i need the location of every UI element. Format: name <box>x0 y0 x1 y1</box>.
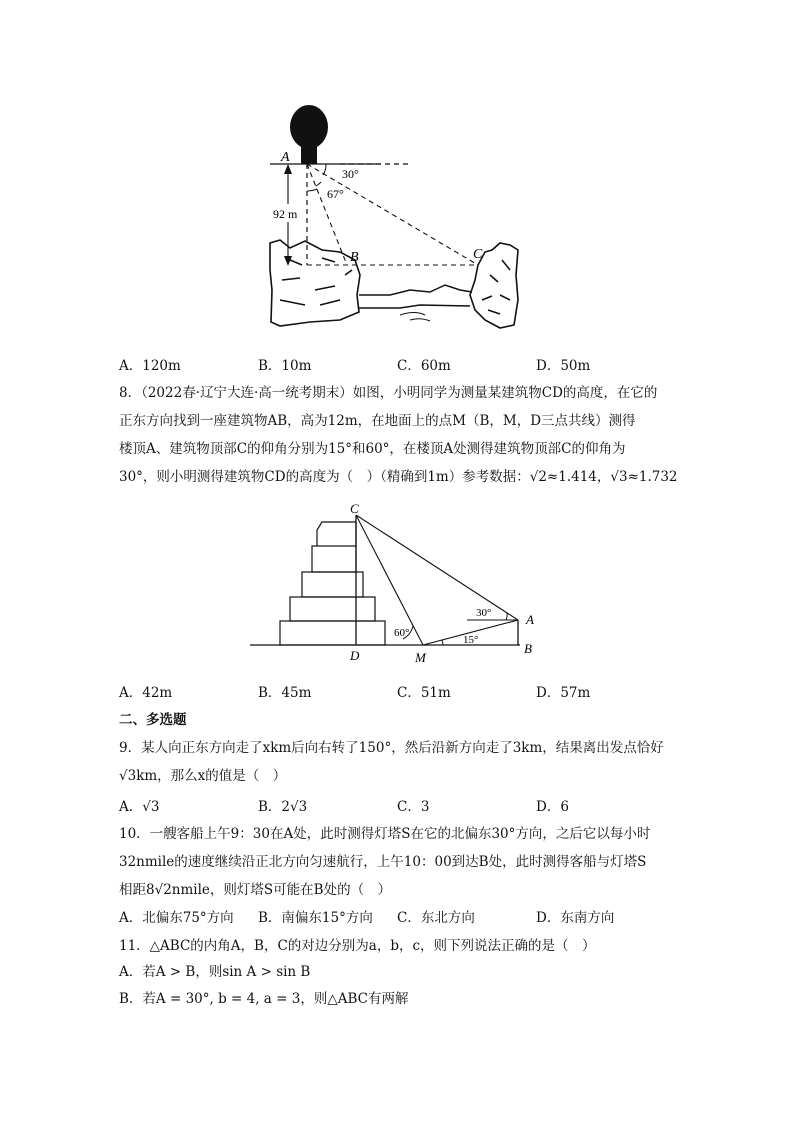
q9-option-c[interactable]: C．3 <box>397 799 430 815</box>
figure-building-diagram <box>245 500 565 670</box>
q9-option-a[interactable]: A．√3 <box>119 799 160 815</box>
q8-line-2: 正东方向找到一座建筑物AB，高为12m，在地面上的点M（B，M，D三点共线）测得 <box>119 413 636 429</box>
fig1-label-C: C <box>473 247 483 262</box>
fig1-angle-67: 67° <box>327 187 344 201</box>
q8-line-3: 楼顶A、建筑物顶部C的仰角分别为15°和60°，在楼顶A处测得建筑物顶部C的仰角为 <box>119 441 626 457</box>
q9-option-b[interactable]: B．2√3 <box>258 799 308 815</box>
q11-option-b[interactable]: B．若A = 30°, b = 4, a = 3，则△ABC有两解 <box>119 991 409 1007</box>
q9-line-1: 9．某人向正东方向走了xkm后向右转了150°，然后沿新方向走了3km，结果离出发点恰好 <box>119 740 664 756</box>
q7-option-c[interactable]: C．60m <box>397 358 451 374</box>
q10-option-d[interactable]: D．东南方向 <box>536 910 615 926</box>
q11-line-1: 11．△ABC的内角A，B，C的对边分别为a，b，c，则下列说法正确的是（ ） <box>119 938 596 954</box>
q10-option-a[interactable]: A．北偏东75°方向 <box>119 910 234 926</box>
q8-line-4: 30°，则小明测得建筑物CD的高度为（ ）（精确到1m）参考数据：√2≈1.414，√3≈1.732 <box>119 469 678 485</box>
fig2-angle-15: 15° <box>463 634 479 646</box>
q7-option-b[interactable]: B．10m <box>258 358 312 374</box>
fig2-label-M: M <box>415 650 426 665</box>
fig1-height-label: 92 m <box>273 207 298 221</box>
fig2-label-C: C <box>350 501 359 516</box>
q8-option-a[interactable]: A．42m <box>119 685 173 701</box>
q9-option-d[interactable]: D．6 <box>536 799 569 815</box>
section-title: 二、多选题 <box>119 712 187 728</box>
q8-option-c[interactable]: C．51m <box>397 685 451 701</box>
fig2-label-D: D <box>350 648 360 663</box>
q11-option-a[interactable]: A．若A > B，则sin A > sin B <box>119 964 311 980</box>
q10-line-1: 10．一艘客船上午9：30在A处，此时测得灯塔S在它的北偏东30°方向，之后它以每小时 <box>119 826 651 842</box>
fig2-angle-60: 60° <box>394 627 410 639</box>
fig2-label-B: B <box>524 641 532 656</box>
fig2-label-A: A <box>526 612 534 627</box>
q10-option-c[interactable]: C．东北方向 <box>397 910 475 926</box>
q7-option-a[interactable]: A．120m <box>119 358 181 374</box>
left-cliff <box>270 240 360 326</box>
q10-option-b[interactable]: B．南偏东15°方向 <box>258 910 373 926</box>
q8-line-1: 8．（2022春·辽宁大连·高一统考期末）如图，小明同学为测量某建筑物CD的高度，在它的 <box>119 385 658 401</box>
fig1-label-A: A <box>281 150 290 165</box>
fig1-label-B: B <box>350 250 359 265</box>
fig2-angle-30: 30° <box>476 607 492 619</box>
q7-option-d[interactable]: D．50m <box>536 358 591 374</box>
q10-line-2: 32nmile的速度继续沿正北方向匀速航行，上午10：00到达B处，此时测得客船与灯塔S <box>119 854 647 870</box>
fig1-angle-30: 30° <box>342 167 359 181</box>
q9-line-2: √3km，那么x的值是（ ） <box>119 768 287 784</box>
q8-option-b[interactable]: B．45m <box>258 685 312 701</box>
q8-option-d[interactable]: D．57m <box>536 685 591 701</box>
figure-cliff-diagram <box>260 100 560 340</box>
q10-line-3: 相距8√2nmile，则灯塔S可能在B处的（ ） <box>119 882 392 898</box>
lighthouse-base <box>301 142 317 164</box>
